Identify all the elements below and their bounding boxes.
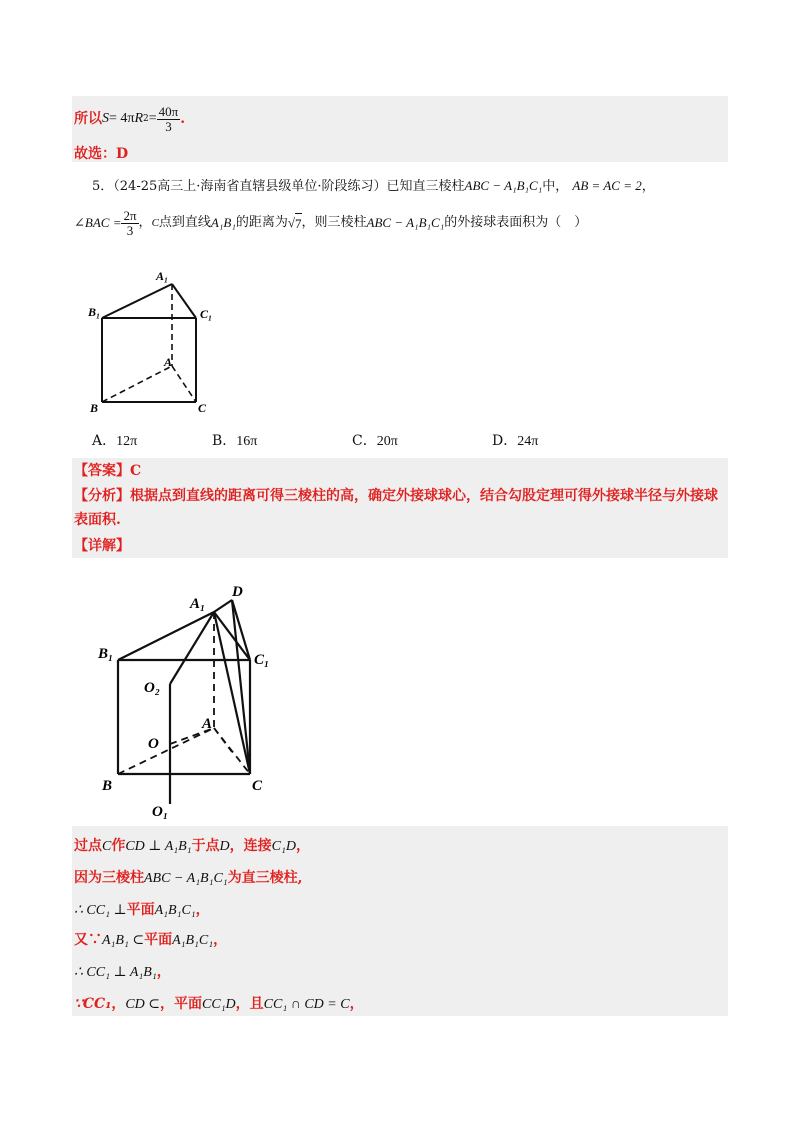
angle-den: 3 [126, 222, 134, 238]
choice-a [92, 430, 137, 450]
frac-den: 3 [165, 118, 172, 134]
question-number: 5． [92, 179, 114, 194]
s1-C: C [102, 839, 112, 854]
label-A1: A₁ [190, 596, 206, 612]
fraction-2pi-3 [121, 209, 138, 238]
s6-h: ， [349, 996, 364, 1012]
s6-a: ∵CC₁ [74, 996, 112, 1012]
s1-e: ， [296, 838, 310, 854]
s4-a: 又∵ [74, 932, 102, 948]
s1-CD: CD ⊥ A₁B₁ [125, 839, 192, 854]
question-text-5: ，则三棱柱 [301, 215, 367, 230]
step-5 [74, 962, 171, 983]
step-6 [74, 994, 364, 1015]
s4-d: A₁B₁C₁ [172, 933, 214, 948]
s1-D: D [219, 839, 230, 854]
choice-c-letter: C． [352, 433, 377, 449]
label-A1: A₁ [156, 269, 169, 283]
answer-value: C [130, 463, 142, 479]
s3-c: A₁B₁C₁ [154, 903, 196, 918]
line-a1b1: A₁B₁ [210, 215, 236, 230]
label-A: A [164, 355, 173, 369]
square-sup: 2 [143, 114, 149, 124]
sqrt-sign: √ [287, 215, 295, 230]
s1-b: 作 [111, 838, 126, 854]
s1-c: 于点 [191, 838, 220, 854]
choice-b [212, 430, 257, 450]
analysis-line-1 [74, 486, 718, 506]
s2-b: 为直三棱柱, [227, 870, 303, 886]
choice-d-letter: D． [492, 433, 518, 449]
question-line-1 [92, 176, 655, 197]
s5-a: ∴ CC₁ ⊥ A₁B₁ [74, 965, 157, 980]
label-D: D [232, 584, 243, 600]
label-B1: B₁ [98, 646, 114, 662]
s6-g: CC₁ ∩ CD = C [263, 997, 350, 1012]
question-text-4: 的距离为 [235, 215, 288, 230]
choice-a-value: 12π [116, 434, 138, 449]
frac-num: 40π [158, 103, 179, 119]
s2-prism: ABC − A₁B₁C₁ [144, 871, 228, 886]
s3-d: ， [195, 902, 210, 918]
choice-b-letter: B． [212, 433, 237, 449]
prism-expr-2: ABC − A₁B₁C₁ [366, 215, 445, 230]
symbol-R: R [134, 111, 144, 126]
step-1 [74, 836, 310, 857]
s4-e: ， [213, 932, 228, 948]
formula-line [74, 104, 185, 134]
comma-1: ， [641, 179, 655, 194]
label-O1: O₁ [152, 804, 169, 820]
question-source: （24-25高三上·海南省直辖县级单位·阶段练习） [113, 179, 387, 194]
s3-a: ∴ CC₁ ⊥ [74, 903, 127, 918]
s6-c: CD ⊂ [125, 997, 161, 1012]
label-O: O [148, 736, 159, 752]
prism-figure-2 [72, 560, 277, 824]
analysis-label: 【分析】 [74, 488, 130, 504]
s6-f: ，且 [235, 996, 264, 1012]
answer-label: 【答案】 [74, 463, 130, 479]
label-C1: C₁ [200, 307, 213, 321]
s1-d: ，连接 [229, 838, 272, 854]
comma-2: ， [138, 215, 152, 230]
question-text-3: 点到直线 [158, 215, 211, 230]
label-B: B [90, 401, 99, 415]
solution-shaded-block [72, 458, 728, 558]
eq-part-1: = 4π [109, 111, 135, 126]
answer-line [74, 461, 141, 481]
condition-ab-ac: AB = AC = 2 [572, 178, 642, 193]
question-line-2 [74, 206, 587, 240]
fraction-40pi-3 [157, 105, 181, 134]
choice-b-value: 16π [236, 434, 258, 449]
so-prefix: 所以 [74, 111, 102, 127]
s5-b: ， [156, 964, 171, 980]
choice-c-value: 20π [376, 434, 398, 449]
s3-b: 平面 [126, 902, 155, 918]
prism-figure-1 [80, 262, 230, 422]
sqrt-value: 7 [295, 213, 302, 234]
question-text-1: 已知直三棱柱 [386, 179, 465, 194]
choice-c [352, 430, 398, 450]
prism-expr: ABC − A₁B₁C₁ [464, 178, 543, 193]
step-2 [74, 868, 303, 889]
point-c: C [151, 217, 159, 229]
label-B1: B₁ [88, 305, 101, 319]
step-4 [74, 930, 227, 951]
analysis-line-2: 表面积. [74, 512, 121, 528]
answer-choice-line: 故选：D [74, 146, 129, 162]
s6-d: ，平面 [160, 996, 203, 1012]
s6-b: ， [111, 996, 126, 1012]
s2-a: 因为三棱柱 [74, 870, 144, 886]
analysis-text-1: 根据点到直线的距离可得三棱柱的高，确定外接球球心，结合勾股定理可得外接球半径与外接球 [130, 488, 718, 504]
label-B: B [102, 778, 113, 794]
label-A: A [202, 716, 213, 732]
question-text-2: 中， [542, 179, 569, 194]
detail-label: 【详解】 [74, 538, 130, 554]
s1-a: 过点 [74, 838, 102, 854]
eq-part-2: = [148, 111, 157, 126]
period: . [180, 111, 186, 127]
s1-C1D: C₁D [271, 839, 296, 854]
choice-a-letter: A． [92, 433, 117, 449]
s4-c: 平面 [144, 932, 173, 948]
angle-bac: ∠BAC = [74, 215, 122, 230]
question-text-6: 的外接球表面积为（ ） [444, 215, 588, 230]
s6-e: CC₁D [202, 997, 236, 1012]
label-C: C [252, 778, 263, 794]
label-O2: O₂ [144, 680, 161, 696]
choice-d [492, 430, 538, 450]
s4-b: A₁B₁ ⊂ [102, 933, 145, 948]
label-C1: C₁ [254, 652, 270, 668]
step-3 [74, 900, 210, 921]
angle-num: 2π [123, 207, 137, 223]
choice-d-value: 24π [517, 434, 539, 449]
label-C: C [198, 401, 207, 415]
symbol-S: S [102, 111, 109, 126]
